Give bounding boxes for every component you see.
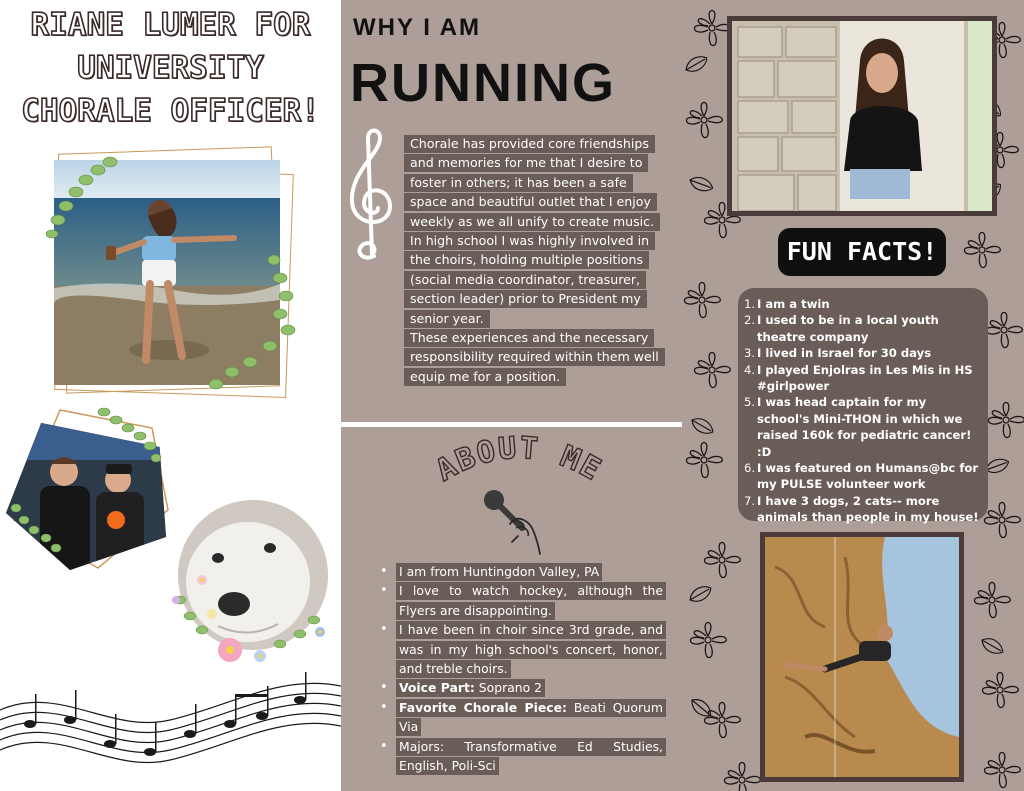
why-line: section leader) prior to President my bbox=[404, 290, 647, 308]
poster-headline bbox=[8, 4, 333, 133]
fact-number: 4. bbox=[744, 362, 756, 377]
why-line: equip me for a position. bbox=[404, 368, 566, 386]
rock-climbing-photo bbox=[760, 532, 964, 782]
fact-number: 5. bbox=[744, 395, 756, 410]
about-item-label: Voice Part: bbox=[399, 680, 475, 696]
why-line: responsibility required within them well bbox=[404, 348, 665, 366]
svg-text:ABOUT ME bbox=[430, 432, 608, 488]
running-heading: RUNNING bbox=[350, 53, 616, 113]
headline-line-1: RIANE LUMER FOR bbox=[30, 7, 311, 43]
fact-item bbox=[744, 394, 980, 460]
about-me-text: ABOUT ME bbox=[430, 432, 608, 489]
fact-text: I am a twin bbox=[757, 297, 830, 311]
about-item bbox=[380, 562, 666, 581]
fact-item bbox=[744, 296, 980, 312]
fact-number: 2. bbox=[744, 313, 756, 328]
about-me-heading bbox=[424, 432, 614, 492]
fun-facts-badge: FUN FACTS! bbox=[778, 228, 946, 276]
about-item bbox=[380, 678, 666, 697]
about-item-text: Majors: Transformative Ed Studies, English, Poli-Sci bbox=[399, 738, 663, 774]
portrait-photo bbox=[727, 16, 997, 216]
section-divider bbox=[341, 422, 682, 427]
fact-item bbox=[744, 460, 980, 493]
treble-clef-icon bbox=[344, 124, 398, 264]
why-line: weekly as we all unify to create music. bbox=[404, 213, 660, 231]
fact-text: I have 3 dogs, 2 cats-- more animals than people in my house! bbox=[757, 493, 979, 525]
leaf-garland-top bbox=[40, 150, 130, 250]
fact-text: I used to be in a local youth theatre company bbox=[757, 313, 939, 344]
about-me-list bbox=[380, 562, 666, 775]
fact-item bbox=[744, 493, 980, 526]
why-line: (social media coordinator, treasurer, bbox=[404, 271, 646, 289]
fun-facts-card bbox=[738, 288, 988, 525]
music-staff-decoration bbox=[0, 664, 341, 791]
about-item bbox=[380, 698, 666, 737]
about-item bbox=[380, 581, 666, 620]
why-line: In high school I was highly involved in bbox=[404, 232, 655, 250]
why-line: space and beautiful outlet that I enjoy bbox=[404, 193, 657, 211]
fact-number: 1. bbox=[744, 297, 756, 311]
headline-line-2: UNIVERSITY bbox=[77, 50, 264, 86]
about-item-text: Beati Quorum Via bbox=[399, 699, 663, 735]
headline-line-3: CHORALE OFFICER! bbox=[21, 93, 320, 129]
why-heading: WHY I AM bbox=[353, 14, 481, 41]
about-item bbox=[380, 737, 666, 776]
why-line: senior year. bbox=[404, 310, 490, 328]
fact-text: I played Enjolras in Les Mis in HS #girlpower bbox=[757, 362, 973, 394]
leaf-sprig-hex bbox=[90, 402, 170, 482]
why-line: and memories for me that I desire to bbox=[404, 154, 648, 172]
why-line: the choirs, holding multiple positions bbox=[404, 251, 649, 269]
fact-number: 6. bbox=[744, 461, 756, 476]
leaf-sprig-hex-lower bbox=[6, 500, 66, 560]
leaf-garland-bottom bbox=[200, 250, 300, 400]
fact-text: I was featured on Humans@bc for my PULSE volunteer work bbox=[757, 461, 979, 492]
why-line: foster in others; it has been a safe bbox=[404, 174, 633, 192]
fun-facts-list bbox=[744, 296, 980, 526]
fact-item bbox=[744, 312, 980, 345]
fact-item bbox=[744, 362, 980, 395]
about-item-text: I love to watch hockey, although the Flyers are disappointing. bbox=[399, 583, 663, 618]
about-item-text: I am from Huntingdon Valley, PA bbox=[399, 564, 600, 579]
about-item bbox=[380, 620, 666, 678]
why-line: These experiences and the necessary bbox=[404, 329, 654, 347]
microphone-hand-icon bbox=[478, 484, 550, 556]
about-item-text: I have been in choir since 3rd grade, and was in my high school's concert, honor, and treble choirs. bbox=[399, 622, 663, 677]
about-item-label: Favorite Chorale Piece: bbox=[399, 699, 567, 715]
fact-item bbox=[744, 345, 980, 361]
why-running-paragraph bbox=[404, 134, 676, 386]
about-item-text: Soprano 2 bbox=[474, 680, 543, 696]
fact-number: 3. bbox=[744, 346, 756, 361]
fact-number: 7. bbox=[744, 493, 756, 508]
why-line: Chorale has provided core friendships bbox=[404, 135, 655, 153]
flower-wreath bbox=[160, 560, 340, 670]
fact-text: I was head captain for my school's Mini-THON in which we raised 160k for pediatric cancer! :D bbox=[757, 395, 972, 459]
fact-text: I lived in Israel for 30 days bbox=[757, 346, 932, 361]
